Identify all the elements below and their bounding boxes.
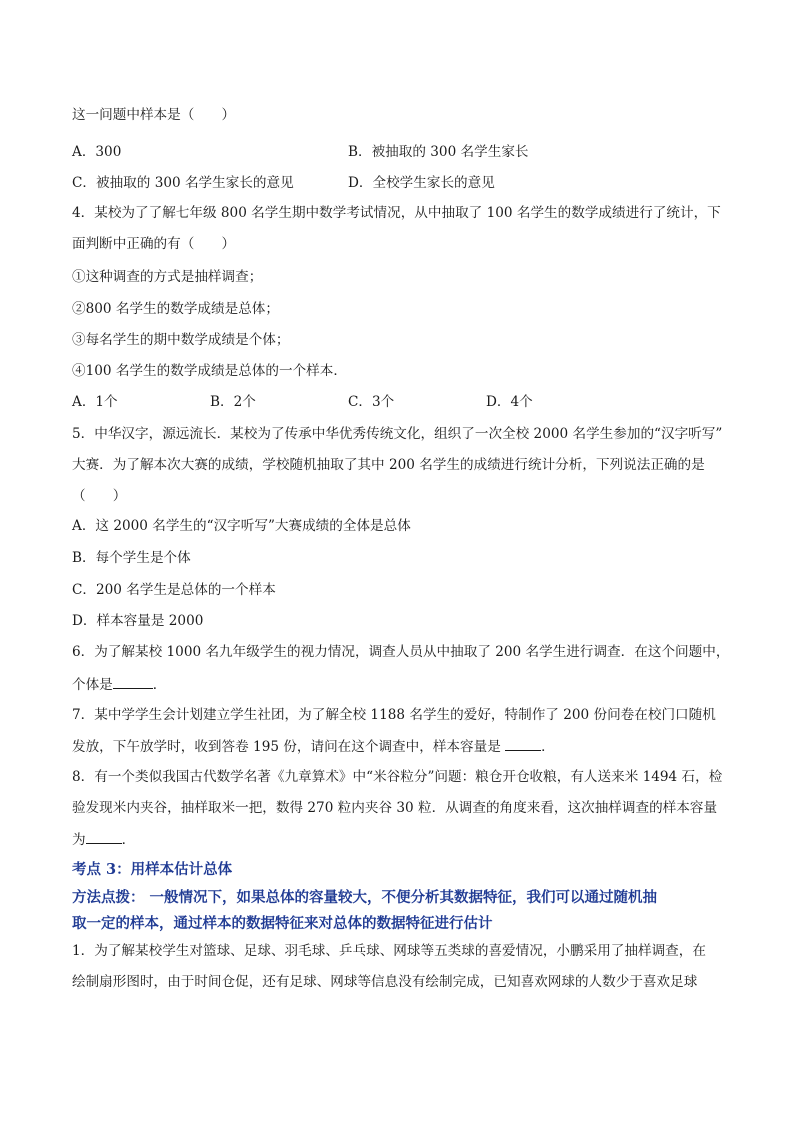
q3-option-c: C．被抽取的 300 名学生家长的意见 bbox=[72, 175, 294, 191]
q4-option-d: D．4个 bbox=[486, 394, 533, 410]
p1-line1: 1．为了解某校学生对篮球、足球、羽毛球、乒乓球、网球等五类球的喜爱情况，小鹏采用了抽样调查，在 bbox=[72, 943, 706, 959]
q7-prefix: 发放，下午放学时，收到答卷 195 份，请问在这个调查中，样本容量是 bbox=[72, 739, 506, 755]
answer-blank bbox=[505, 737, 541, 751]
p1-line2: 绘制扇形图时，由于时间仓促，还有足球、网球等信息没有绘制完成，已知喜欢网球的人数少于喜欢足球 bbox=[72, 974, 698, 990]
q6-prefix: 个体是 bbox=[72, 677, 113, 693]
q3-option-a: A．300 bbox=[72, 144, 122, 160]
q8-prefix: 为 bbox=[72, 832, 86, 848]
q3-stem-end: 这一问题中样本是（ ） bbox=[72, 107, 236, 123]
q3-option-b: B．被抽取的 300 名学生家长 bbox=[348, 144, 529, 160]
q4-option-b: B．2个 bbox=[210, 394, 256, 410]
q7-line2 bbox=[72, 737, 555, 756]
q3-option-d: D．全校学生家长的意见 bbox=[348, 175, 495, 191]
q5-stem-line1: 5．中华汉字，源远流长．某校为了传承中华优秀传统文化，组织了一次全校 2000 名学生参加的“汉字听写” bbox=[72, 426, 723, 442]
q4-statement-3: ③每名学生的期中数学成绩是个体； bbox=[72, 332, 290, 348]
q8-line3 bbox=[72, 830, 135, 849]
q5-option-a: A．这 2000 名学生的“汉字听写”大赛成绩的全体是总体 bbox=[72, 518, 411, 534]
method-tip-line1: 方法点拨： 一般情况下，如果总体的容量较大，不便分析其数据特征，我们可以通过随机抽 bbox=[72, 889, 658, 906]
q5-stem-line3: （ ） bbox=[72, 488, 127, 504]
q8-line2: 验发现米内夹谷，抽样取米一把，数得 270 粒内夹谷 30 粒．从调查的角度来看，这次抽样调查的样本容量 bbox=[72, 800, 718, 816]
q8-suffix: ． bbox=[121, 832, 136, 848]
answer-blank bbox=[86, 830, 122, 844]
q4-option-c: C．3个 bbox=[348, 394, 395, 410]
q6-line1: 6．为了解某校 1000 名九年级学生的视力情况，调查人员从中抽取了 200 名学生进行调查．在这个问题中， bbox=[72, 644, 730, 660]
q4-statement-2: ②800 名学生的数学成绩是总体； bbox=[72, 301, 279, 317]
method-tip-line2: 取一定的样本，通过样本的数据特征来对总体的数据特征进行估计 bbox=[72, 915, 493, 932]
q5-option-b: B．每个学生是个体 bbox=[72, 550, 191, 566]
q7-suffix: ． bbox=[541, 739, 555, 755]
q6-line2 bbox=[72, 675, 166, 694]
q5-option-c: C．200 名学生是总体的一个样本 bbox=[72, 582, 276, 598]
q8-line1: 8．有一个类似我国古代数学名著《九章算术》中“米谷粒分”问题：粮仓开仓收粮，有人送来米 1494 石，检 bbox=[72, 769, 723, 785]
q4-statement-4: ④100 名学生的数学成绩是总体的一个样本． bbox=[72, 363, 347, 379]
q4-statement-1: ①这种调查的方式是抽样调查； bbox=[72, 269, 263, 285]
q4-stem-line1: 4．某校为了了解七年级 800 名学生期中数学考试情况，从中抽取了 100 名学生的数学成绩进行了统计，下 bbox=[72, 205, 721, 221]
q7-line1: 7．某中学学生会计划建立学生社团，为了解全校 1188 名学生的爱好，特制作了 200 份问卷在校门口随机 bbox=[72, 707, 716, 723]
q5-stem-line2: 大赛．为了解本次大赛的成绩，学校随机抽取了其中 200 名学生的成绩进行统计分析，下列说法正确的是 bbox=[72, 457, 705, 473]
q4-stem-line2: 面判断中正确的有（ ） bbox=[72, 236, 236, 252]
section-title: 考点 3：用样本估计总体 bbox=[72, 861, 233, 878]
q5-option-d: D．样本容量是 2000 bbox=[72, 613, 204, 629]
q4-option-a: A．1个 bbox=[72, 394, 118, 410]
q6-suffix: ． bbox=[152, 677, 167, 693]
answer-blank bbox=[113, 675, 153, 689]
